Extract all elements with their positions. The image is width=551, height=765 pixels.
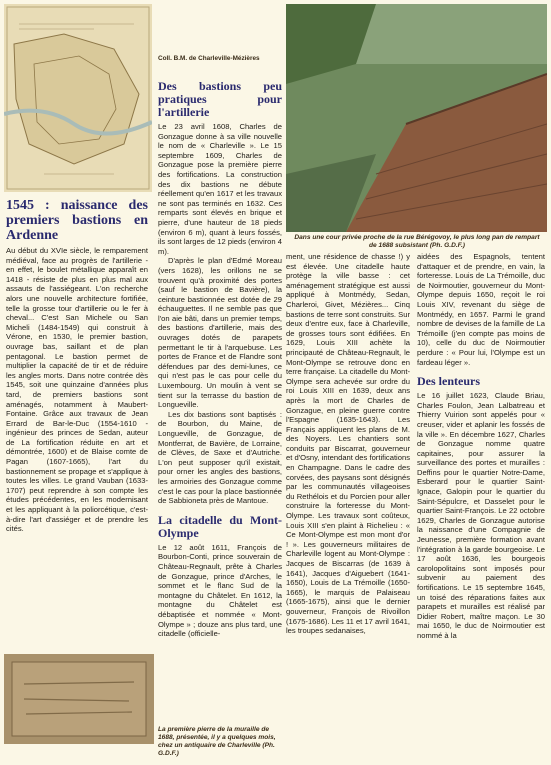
- section-title-naissance: 1545 : naissance des premiers bastions en Ardenne: [6, 198, 148, 243]
- paragraph: Au début du XVIe siècle, le remparement médiéval, face au progrès de l'artillerie - en effet, le boulet métallique apparaît en 1418 - résiste de plus en plus mal aux assauts de l'assiégeant. L'on recherche alors une nouvelle architecture fortifiée, telle la grosse tour d'artillerie ou le fer à cheval... C'est San Michele ou San Micheli (1484-1549) qui construit à Vérone, en 1530, le premier bastion, ouvrage bas, saillant et de plan pentagonal. Le bastion permet de multiplier la capacité de tir et de réduire les angles morts. Dans notre contrée dès 1545, soit une quinzaine d'années plus tard, de premiers bastions sont aménagés, notamment à Maubert-Fontaine. Grâce aux travaux de Jean Errard de Bar-le-Duc (1554-1610 - ingénieur des princes de Sedan, auteur de La fortification réduite en art et démontrée, 1600) et de Blaise comte de Pagan (1607-1665), l'art du bastionnement se propage et s'applique à toutes les villes. Le grand Vauban (1633-1707) peut reprendre à son compte les études précédentes, en les modernisant et les appliquant à la poliorcétique, c'est-à-dire l'art d'assiéger et de prendre les cités.: [6, 246, 148, 534]
- historical-map-image: [4, 4, 152, 192]
- paragraph: Le 16 juillet 1623, Claude Briau, Charles Foulon, Jean Lalbatreau et Thierry Vuirion sont appelés pour « creuser, vider et aplanir les fossés de la ville ». En décembre 1627, Charles de Gonzague nomme quatre capitaines, pour assurer la surveillance des portes et murailles : Deffins pour le quartier Notre-Dame, Esberard pour le quartier Saint-Ignace, Galopin pour le quartier du Saint-Sépulcre, et Dasselet pour le quartier Saint-François. Le 22 octobre 1629, Charles de Gonzague autorise la naissance d'une Compagnie de Jeunesse, première formation avant l'intégration à la garde bourgeoise. Le 17 août 1636, les bourgeois carolopolitains sont imposés pour subvenir au paiement des fortifications. Le 15 septembre 1645, un toisé des réparations faites aux parapets et murailles est réalisé par Didier Robert, maître maçon. Le 30 mai 1650, le duc de Noirmoutier est nommé à la: [417, 391, 545, 640]
- section-title-bastions: Des bastions peu pratiques pour l'artillerie: [158, 79, 282, 119]
- rampart-wall-photo: [286, 4, 547, 232]
- paragraph: Le 12 août 1611, François de Bourbon-Conti, prince souverain de Château-Regnault, prête à Charles de Gonzague, prince d'Arches, le sommet et le flanc Sud de la montagne du Châtelet. En 1612, la montagne du Châtelet est débaptisée et nommée « Mont-Olympe » ; douze ans plus tard, une citadelle (officielle-: [158, 542, 282, 639]
- fragment-photo-caption: La première pierre de la muraille de 1688, présentée, il y a quelques mois, chez un antiquaire de Charleville (Ph. G.D.F.): [158, 726, 276, 757]
- column-2: [158, 80, 282, 639]
- column-4: [417, 252, 545, 641]
- paragraph: aidées des Espagnols, tentent d'attaquer et de prendre, en vain, la forteresse. Louis de La Trémoille, duc de Noirmoutier, gouverneur du Mont-Olympe depuis 1650, reçoit le roi Louis XIV, revenant du siège de Montmédy, en 1657. Parmi le grand nombre de devises de la famille de La Trémoille (j'en compte pas moins de 10), celle du duc de Noirmoutier perdure : « Pour lui, l'Olympe est un fardeau léger ».: [417, 252, 545, 367]
- section-title-citadelle: La citadelle du Mont-Olympe: [158, 512, 282, 540]
- image-credit: Coll. B.M. de Charleville-Mézières: [158, 55, 260, 62]
- paragraph: Les dix bastions sont baptisés : de Bourbon, du Maine, de Longueville, de Gonzague, de Montferrat, de Bavière, de Lorraine, de Clèves, de Saxe et d'Autriche. L'on peut supposer qu'il existait, pour orner les angles des bastions, les armoiries des Gonzague comme c'est le cas pour la place bastionnée de Sabbioneta près de Mantoue.: [158, 409, 282, 506]
- section-title-lenteurs: Des lenteurs: [417, 374, 480, 389]
- paragraph: ment, une résidence de chasse !) y est élevée. Une citadelle haute protège la ville basse : cet aménagement stratégique est aussi appliqué à Montmédy, Sedan, Charleroi, Givet, Mézières... Cinq bastions de terre sont construits. Sur deux d'entre eux, face à Charleville, de grosses tours sont édifiées. En 1629, Louis XIII achète la principauté de Château-Regnault, le Mont-Olympe se retrouve donc en terre française. La citadelle du Mont-Olympe sera achevée sur ordre du roi Louis XIII en 1639, deux ans après la mort de Charles de Gonzague, en pleine guerre contre l'Espagne (1635-1643). Les Français appliquent les plans de M. des Noyers. Les chantiers sont conduits par Biscarrat, gouverneur et d'Osny, intendant des fortifications en Champagne. Dans le cadre des corvées, des paysans sont désignés par les communautés villageoises du Rethélois et du Porcien pour aller construire la forteresse du Mont-Olympe. Les travaux sont coûteux, Louis XIII s'en plaint à Richelieu : « Ce Mont-Olympe est mon mont d'or ! ». Les gouverneurs militaires de Charleville logent au Mont-Olympe : Jacques de Biscarras (de 1639 à 1641), Jacques d'Aiguebert (1641-1650), Louis de La Trémoille (1650-1665), le marquis de Palaiseau (1665-1675), ainsi que le dernier gouverneur, François de Rivoillon (1675-1686). Les 11 et 17 avril 1641, les troupes sedanaises,: [286, 252, 410, 636]
- column-1: [6, 198, 148, 534]
- column-3: [286, 252, 410, 636]
- wall-photo-caption: Dans une cour privée proche de la rue Bérégovoy, le plus long pan de rempart de 1688 subsistant (Ph. G.D.F.): [294, 234, 540, 249]
- paragraph: Le 23 avril 1608, Charles de Gonzague donne à sa ville nouvelle le nom de « Charleville ». Le 15 septembre 1609, Charles de Gonzague pose la première pierre des fortifications. La construction des dix bastions ne débute réellement qu'en 1617 et les travaux ne sont pas terminés en 1632. Ces remparts sont élevés en brique et pierre, d'une hauteur de 18 pieds (environ 6 m), quant à leurs fossés, ils sont larges de 12 pieds (environ 4 m).: [158, 122, 282, 256]
- stone-fragment-photo: [4, 654, 154, 744]
- paragraph: D'après le plan d'Edmé Moreau (vers 1628), les orillons ne se trouvent qu'à proximité des portes (sauf le bastion de Bavière), la ceinture bastionnée est dotée de 29 échauguettes. Il ne semble pas que l'on aie bâti, dans un premier temps, des bastions d'artillerie, mais des ouvrages dotés de parapets permettant le tir à l'arquebuse. Les portes de France et de Flandre sont défendues par des demi-lunes, ce qui n'est pas le cas pour celle du Luxembourg. Un moulin à vent se tient sur la terrasse du bastion de Longueville.: [158, 256, 282, 410]
